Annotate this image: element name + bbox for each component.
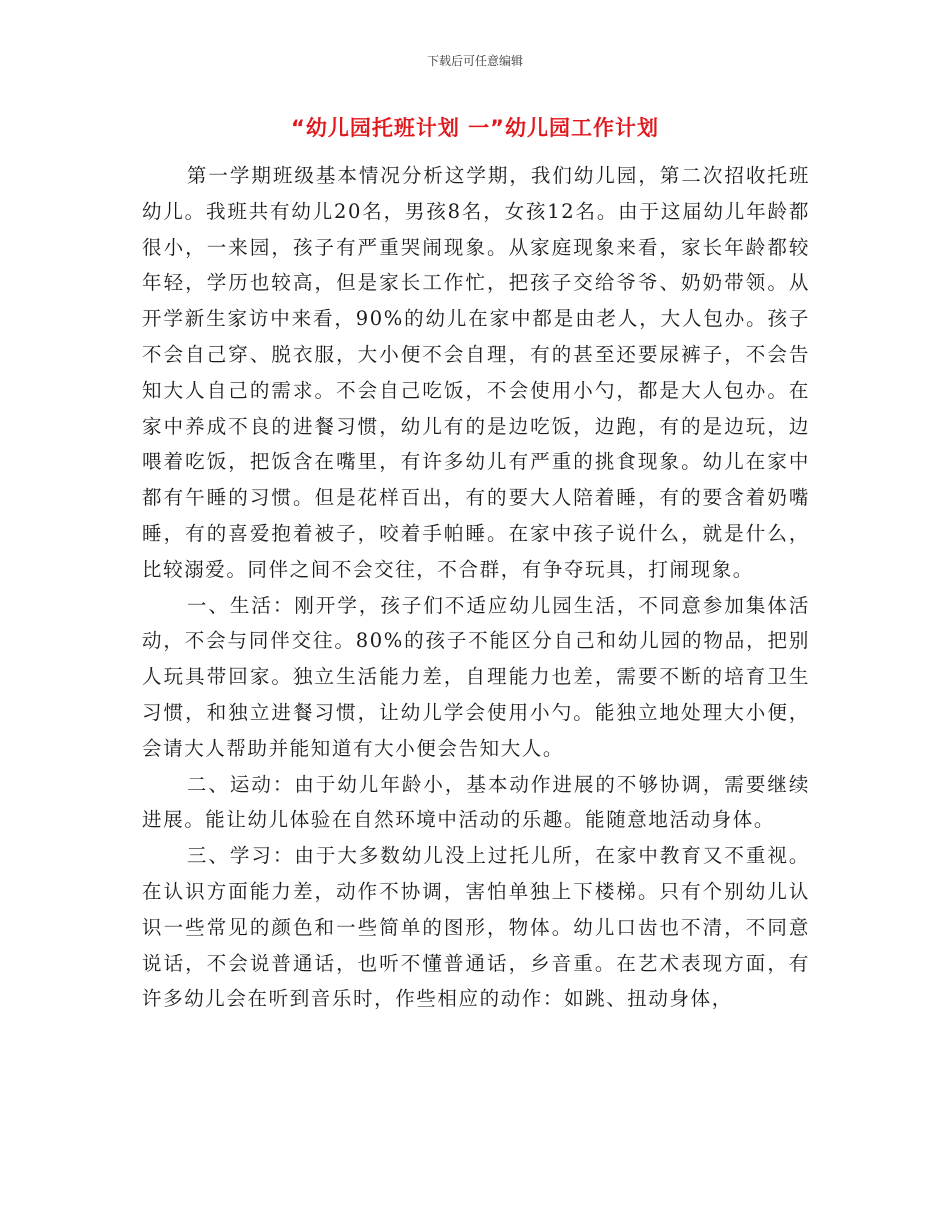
document-title: “幼儿园托班计划 一”幼儿园工作计划	[291, 116, 659, 140]
paragraph-class-overview: 第一学期班级基本情况分析这学期，我们幼儿园，第二次招收托班幼儿。我班共有幼儿20名，男孩8名，女孩12名。由于这届幼儿年龄都很小，一来园，孩子有严重哭闹现象。从家庭现象来看，家长年龄都较年轻，学历也较高，但是家长工作忙，把孩子交给爷爷、奶奶带领。从开学新生家访中来看，90%的幼儿在家中都是由老人，大人包办。孩子不会自己穿、脱衣服，大小便不会自理，有的甚至还要尿裤子，不会告知大人自己的需求。不会自己吃饭，不会使用小勺，都是大人包办。在家中养成不良的进餐习惯，幼儿有的是边吃饭，边跑，有的是边玩，边喂着吃饭，把饭含在嘴里，有许多幼儿有严重的挑食现象。幼儿在家中都有午睡的习惯。但是花样百出，有的要大人陪着睡，有的要含着奶嘴睡，有的喜爱抱着被子，咬着手帕睡。在家中孩子说什么，就是什么，比较溺爱。同伴之间不会交往，不合群，有争夺玩具，打闹现象。	[142, 164, 810, 581]
document-body	[142, 158, 810, 1017]
paragraph-sports: 二、运动：由于幼儿年龄小，基本动作进展的不够协调，需要继续进展。能让幼儿体验在自然环境中活动的乐趣。能随意地活动身体。	[142, 772, 810, 832]
paragraph-learning: 三、学习：由于大多数幼儿没上过托儿所，在家中教育又不重视。在认识方面能力差，动作不协调，害怕单独上下楼梯。只有个别幼儿认识一些常见的颜色和一些简单的图形，物体。幼儿口齿也不清，不同意说话，不会说普通话，也听不懂普通话，乡音重。在艺术表现方面，有许多幼儿会在听到音乐时，作些相应的动作：如跳、扭动身体，	[142, 844, 810, 1011]
header-note: 下载后可任意编辑	[426, 54, 523, 68]
paragraph-life: 一、生活：刚开学，孩子们不适应幼儿园生活，不同意参加集体活动，不会与同伴交往。80%的孩子不能区分自己和幼儿园的物品，把别人玩具带回家。独立生活能力差，自理能力也差，需要不断的培育卫生习惯，和独立进餐习惯，让幼儿学会使用小勺。能独立地处理大小便，会请大人帮助并能知道有大小便会告知大人。	[142, 593, 810, 760]
